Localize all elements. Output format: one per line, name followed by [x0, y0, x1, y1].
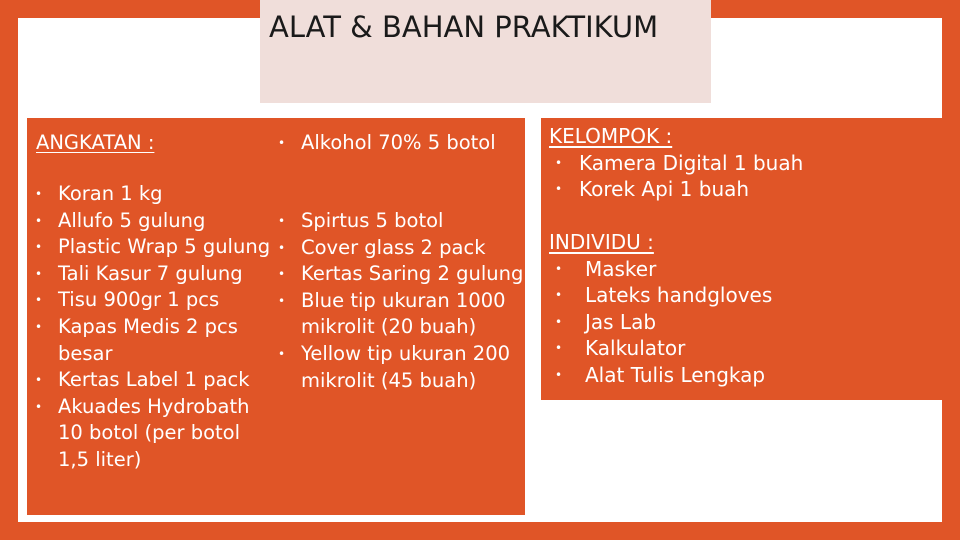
list-item: • Yellow tip ukuran 200 mikrolit (45 buah) — [278, 341, 511, 392]
bullet-icon: • — [35, 213, 43, 228]
list-item: • Alkohol 70% 5 botol — [274, 130, 524, 157]
slide-title: ALAT & BAHAN PRAKTIKUM — [269, 10, 659, 44]
bullet-icon: • — [555, 341, 563, 356]
list-item: • Plastic Wrap 5 gulung — [31, 234, 276, 261]
angkatan-list-right — [274, 208, 524, 394]
list-item: • Kamera Digital 1 buah — [555, 150, 804, 175]
bullet-icon: • — [555, 314, 563, 329]
list-item: • Blue tip ukuran 1000 mikrolit (20 buah) — [278, 288, 506, 339]
list-item: • Akuades Hydrobath 10 botol (per botol 1,5 liter) — [35, 394, 250, 471]
angkatan-list-left — [31, 181, 276, 474]
bullet-icon: • — [278, 240, 286, 255]
angkatan-list-top — [274, 130, 524, 157]
bullet-icon: • — [555, 182, 563, 197]
bullet-icon: • — [35, 373, 43, 388]
list-item: • Allufo 5 gulung — [31, 208, 276, 235]
bullet-icon: • — [555, 367, 563, 382]
list-item: • Kapas Medis 2 pcs besar — [35, 314, 238, 365]
list-item: • Korek Api 1 buah — [555, 177, 750, 202]
bullet-icon: • — [35, 319, 43, 334]
angkatan-column — [36, 130, 256, 157]
bullet-icon: • — [278, 136, 286, 150]
bullet-icon: • — [278, 346, 286, 361]
kelompok-section — [549, 123, 939, 203]
bullet-icon: • — [35, 293, 43, 308]
bullet-icon: • — [555, 288, 563, 303]
kelompok-heading: KELOMPOK : — [549, 124, 673, 148]
bullet-icon: • — [555, 261, 563, 276]
bullet-icon: • — [555, 155, 563, 170]
bullet-icon: • — [35, 240, 43, 255]
bullet-icon: • — [278, 293, 286, 308]
list-item: • Tali Kasur 7 gulung — [31, 261, 276, 288]
bullet-icon: • — [278, 267, 286, 282]
angkatan-heading: ANGKATAN : — [36, 131, 155, 154]
list-item: • Kertas Saring 2 gulung — [274, 261, 524, 288]
individu-heading: INDIVIDU : — [549, 230, 654, 254]
list-item: • Spirtus 5 botol — [274, 208, 524, 235]
individu-section — [549, 229, 939, 389]
list-item: • Masker — [555, 256, 657, 281]
bullet-icon: • — [35, 187, 43, 201]
bullet-icon: • — [35, 399, 43, 414]
list-item: • Alat Tulis Lengkap — [555, 362, 766, 387]
list-item: • Tisu 900gr 1 pcs — [31, 287, 276, 314]
list-item: • Lateks handgloves — [555, 283, 773, 308]
list-item: • Koran 1 kg — [31, 181, 276, 208]
bullet-icon: • — [278, 214, 286, 228]
list-item: • Jas Lab — [555, 309, 657, 334]
list-item: • Kalkulator — [555, 336, 686, 361]
bullet-icon: • — [35, 266, 43, 281]
list-item: • Kertas Label 1 pack — [31, 367, 276, 394]
list-item: • Cover glass 2 pack — [274, 235, 524, 262]
